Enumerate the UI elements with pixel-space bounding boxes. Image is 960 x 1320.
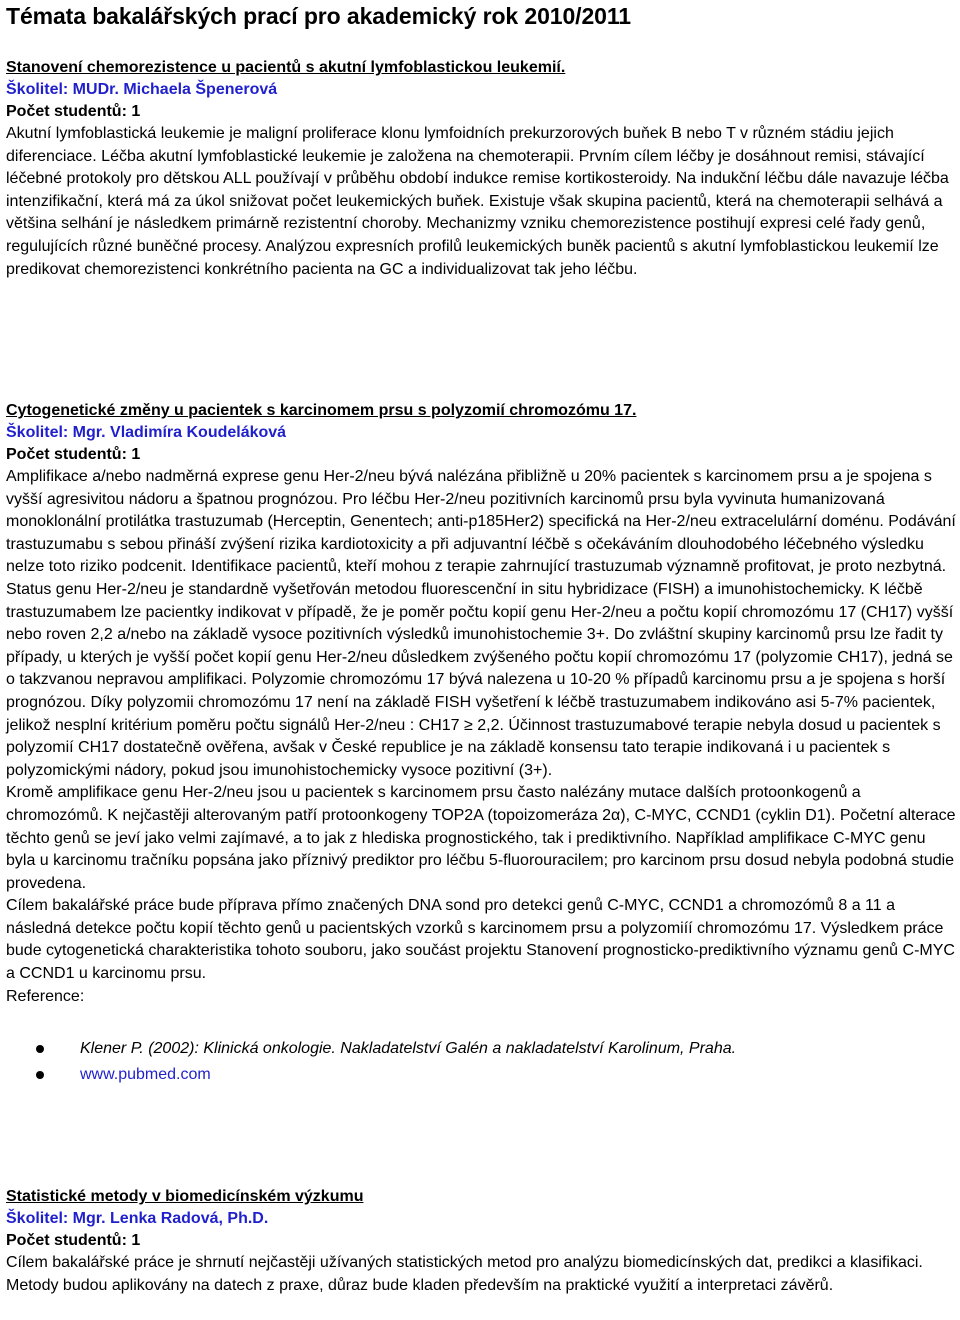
topic-2-abstract-part3: Cílem bakalářské práce bude příprava přímo značených DNA sond pro detekci genů C-MYC, CCND1 a chromozómů 8 a 11 a následná detekce počtu kopií těchto genů u pacientských vzorků s karcinomem prsu a polyzomiíí chromozómu 17. Výsledkem práce bude cytogenetická charakteristika tohoto souboru, jako součást projektu Stanovení prognosticko-prediktivního významu genů C-MYC a CCND1 u karcinomu prsu. <box>6 897 955 983</box>
topic-3-student-count: Počet studentů: 1 <box>6 1232 141 1249</box>
topic-3-supervisor: Školitel: Mgr. Lenka Radová, Ph.D. <box>6 1210 269 1227</box>
topic-1-student-count: Počet studentů: 1 <box>6 103 141 120</box>
reference-item <box>6 1062 956 1088</box>
bullet-icon <box>36 1071 44 1079</box>
topic-2-abstract: Amplifikace a/nebo nadměrná exprese genu Her-2/neu bývá nalézána přibližně u 20% pacientek s karcinomem prsu a je spojena s vyšší agresivitou nádoru a špatnou prognózou. Pro léčbu Her-2/neu pozitivních karcinomů prsu byla vyvinuta humanizovaná monoklonální protilátka trastuzumab (Herceptin, Genentech; anti-p185Her2) specifická na Her-2/neu extracelulární doménu. Podávání trastuzumabu s sebou přináší zvýšení rizika kardiotoxicity a při adjuvantní léčbě s očekáváním dlouhodobého léčebného výsledku nelze toto riziko podcenit. Identifikace pacientů, kteří mohou z terapie zahrnující trastuzumab významně profitovat, je proto nezbytná. Status genu Her-2/neu je standardně vyšetřován metodou fluorescenční in situ hybridizace (FISH) a imunohistochemicky. K léčbě trastuzumabem lze pacientky indikovat v případě, že je poměr počtu kopií genu Her-2/neu a počtu kopií chromozómu 17 (CH17) vyšší nebo roven 2,2 a/nebo na základě vysoce pozitivních výsledků imunohistochemie 3+. Do zvláštní skupiny karcinomů prsu lze řadit ty případy, u kterých je vyšší počet kopií genu Her-2/neu důsledkem zvýšeného počtu kopií chromozómu 17 (polyzomie CH17), jedná se o takzvanou nepravou amplifikaci. Polyzomie chromozómu 17 bývá nalezena u 10-20 % případů karcinomu prsu a je spojena s horší prognózou. Díky polyzomii chromozómu 17 není na základě FISH vyšetření k léčbě trastuzumabem indikováno asi 5-7% pacientek, jelikož nesplní kritérium poměru počtu signálů Her-2/neu : CH17 ≥ 2,2. Účinnost trastuzumabové terapie nebyla dosud u pacientek s polyzomií CH17 dostatečně ověřena, avšak v České republice je na základě konsensu tato terapie indikovaná i u pacientek s polyzomickými nádory, pokud jsou imunohistochemicky vysoce pozitivní (3+). <box>6 468 956 779</box>
topic-2-supervisor: Školitel: Mgr. Vladimíra Koudeláková <box>6 424 287 441</box>
topic-1 <box>6 57 956 281</box>
bullet-icon <box>36 1045 44 1053</box>
topic-1-abstract: Akutní lymfoblastická leukemie je maligní proliferace klonu lymfoidních prekurzorových buňek B nebo T v různém stádiu jejich diferenciace. Léčba akutní lymfoblastické leukemie je založena na chemoterapii. Prvním cílem léčby je dosáhnout remisi, stávající léčebné protokoly pro dětskou ALL používají v průběhu období indukce remise kortikosteroidy. Na indukční léčbu dále navazuje léčba intenzifikační, která má za úkol snižovat počet leukemických buňek. Existuje však skupina pacientů, která na chemoterapii selhává a většina selhání je následkem primárně rezistentní choroby. Mechanizmy vzniku chemorezistence postihují expresi celé řady genů, regulujících různé buněčné procesy. Analýzou expresních profilů leukemických buněk pacientů s akutní lymfoblastickou leukemií lze predikovat chemorezistenci konkrétního pacienta na GC a individualizovat tak jeho léčbu. <box>6 125 949 278</box>
reference-text: Klener P. (2002): Klinická onkologie. Nakladatelství Galén a nakladatelství Karolinum, Praha. <box>80 1039 737 1057</box>
topic-3-abstract: Cílem bakalářské práce je shrnutí nejčastěji užívaných statistických metod pro analýzu biomedicínských dat, predikci a klasifikaci. Metody budou aplikovány na datech z praxe, důraz bude kladen především na praktické využití a interpretaci závěrů. <box>6 1254 923 1294</box>
topic-3-title: Statistické metody v biomedicínském výzkumu <box>6 1188 364 1205</box>
page-title: Témata bakalářských prací pro akademický rok 2010/2011 <box>6 3 631 29</box>
topic-3 <box>6 1186 956 1297</box>
topic-2-student-count: Počet studentů: 1 <box>6 446 141 463</box>
reference-item <box>6 1036 956 1062</box>
topic-2-abstract-part2: Kromě amplifikace genu Her-2/neu jsou u pacientek s karcinomem prsu často nalézány mutace dalších protoonkogenů a chromozómů. K nejčastěji alterovaným patří protoonkogeny TOP2A (topoizomeráza 2α), C-MYC, CCND1 (cyklin D1). Početní alterace těchto genů se jeví jako velmi zajímavé, a to jak z hlediska prognostického, tak i prediktivního. Například amplifikace C-MYC genu byla u karcinomu tračníku popsána jako příznivý prediktor pro léčbu 5-fluorouracilem; pro karcinom prsu dosud nebyla podobná studie provedena. <box>6 784 956 892</box>
reference-list <box>6 1036 956 1088</box>
topic-2 <box>6 400 956 1088</box>
document-page <box>6 0 956 1294</box>
topic-2-title: Cytogenetické změny u pacientek s karcinomem prsu s polyzomií chromozómu 17. <box>6 402 637 419</box>
pubmed-link[interactable]: www.pubmed.com <box>80 1065 211 1083</box>
topic-1-supervisor: Školitel: MUDr. Michaela Špenerová <box>6 81 278 98</box>
topic-1-title: Stanovení chemorezistence u pacientů s akutní lymfoblastickou leukemií. <box>6 59 566 76</box>
references-label: Reference: <box>6 987 85 1005</box>
